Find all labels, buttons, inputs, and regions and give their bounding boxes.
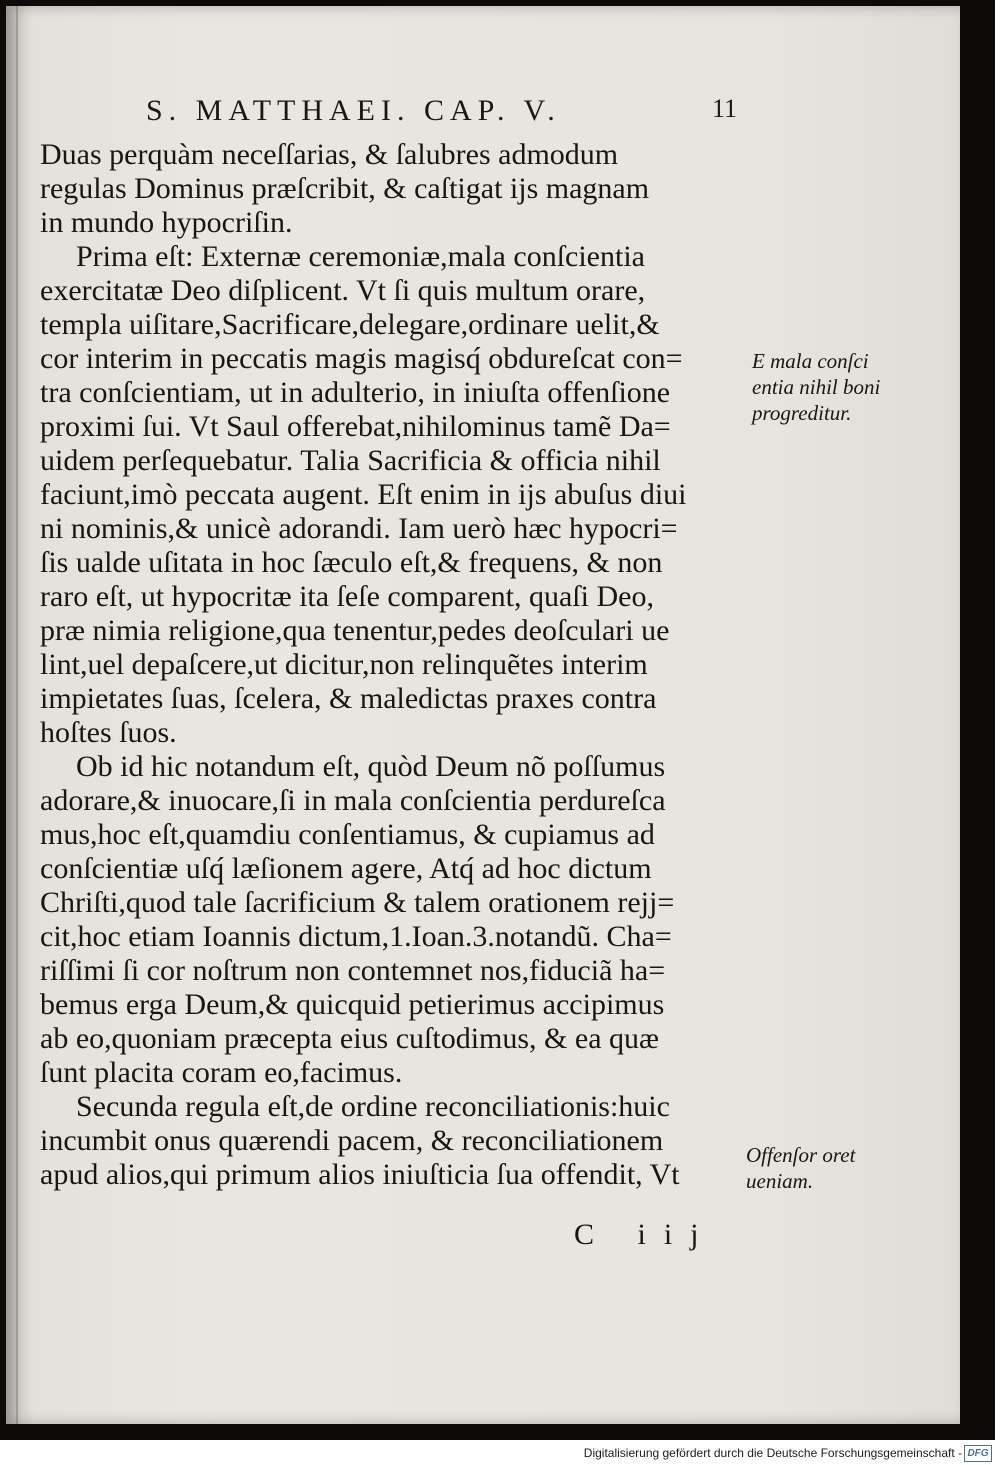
- marginal-note-1: [752, 348, 880, 426]
- text-line: hoſtes ſuos.: [40, 716, 177, 749]
- marginal-note-2: [746, 1142, 855, 1194]
- marginal-note-line: ueniam.: [746, 1169, 814, 1193]
- text-line: Duas perquàm neceſſarias, & ſalubres admodum: [40, 138, 619, 171]
- footer-bar: [0, 1443, 1000, 1465]
- text-line: Secunda regula eſt,de ordine reconciliationis:huic: [76, 1090, 670, 1123]
- text-line: tra conſcientiam, ut in adulterio, in iniuſta offenſione: [40, 376, 671, 409]
- page-header: [146, 94, 746, 134]
- dfg-logo: DFG: [964, 1445, 992, 1462]
- marginal-note-line: progreditur.: [752, 401, 852, 425]
- text-line: templa uiſitare,Sacrificare,delegare,ordinare uelit,&: [40, 308, 660, 341]
- text-line: ni nominis,& unicè adorandi. Iam uerò hæc hypocri=: [40, 512, 678, 545]
- text-line: cit,hoc etiam Ioannis dictum,1.Ioan.3.notandũ. Cha=: [40, 920, 672, 953]
- text-line: præ nimia religione,qua tenentur,pedes deoſculari ue: [40, 614, 670, 647]
- text-line: ſis ualde uſitata in hoc ſæculo eſt,& frequens, & non: [40, 546, 663, 579]
- body-text: [40, 138, 746, 1192]
- text-line: impietates ſuas, ſcelera, & maledictas praxes contra: [40, 682, 657, 715]
- book-page: [6, 6, 960, 1424]
- gutter-edge: [16, 6, 18, 1424]
- marginal-note-line: Offenſor oret: [746, 1143, 856, 1167]
- folio-number: 11: [712, 94, 738, 123]
- text-line: Ob id hic notandum eſt, quòd Deum nõ poſſumus: [76, 750, 666, 783]
- text-line: proximi ſui. Vt Saul offerebat,nihilominus tamẽ Da=: [40, 410, 671, 443]
- marginal-note-line: E mala conſci: [752, 349, 869, 373]
- text-line: riſſimi ſi cor noſtrum non contemnet nos,fiduciã ha=: [40, 954, 666, 987]
- text-line: exercitatæ Deo diſplicent. Vt ſi quis multum orare,: [40, 274, 646, 307]
- text-line: raro eſt, ut hypocritæ ita ſeſe comparent, quaſi Deo,: [40, 580, 654, 613]
- text-line: adorare,& inuocare,ſi in mala conſcientia perdureſca: [40, 784, 666, 817]
- running-title: S. MATTHAEI. CAP. V.: [146, 94, 561, 127]
- text-line: lint,uel depaſcere,ut dicitur,non relinquẽtes interim: [40, 648, 648, 681]
- signature-mark: C iij: [574, 1218, 717, 1251]
- text-line: mus,hoc eſt,quamdiu conſentiamus, & cupiamus ad: [40, 818, 655, 851]
- text-line: in mundo hypocriſin.: [40, 206, 293, 239]
- text-line: ab eo,quoniam præcepta eius cuſtodimus, & ea quæ: [40, 1022, 660, 1055]
- text-line: Prima eſt: Externæ ceremoniæ,mala conſcientia: [76, 240, 645, 273]
- funding-notice: Digitalisierung gefördert durch die Deutsche Forschungsgemeinschaft -: [583, 1446, 962, 1460]
- text-line: faciunt,imò peccata augent. Eſt enim in ijs abuſus diui: [40, 478, 687, 511]
- text-line: uidem perſequebatur. Talia Sacrificia & officia nihil: [40, 444, 661, 477]
- text-line: regulas Dominus præſcribit, & caſtigat ijs magnam: [40, 172, 650, 205]
- text-line: cor interim in peccatis magis magisq́ obdureſcat con=: [40, 342, 683, 375]
- text-line: apud alios,qui primum alios iniuſticia ſua offendit, Vt: [40, 1158, 680, 1191]
- marginal-note-line: entia nihil boni: [752, 375, 881, 399]
- text-line: bemus erga Deum,& quicquid petierimus accipimus: [40, 988, 665, 1021]
- text-line: conſcientiæ uſq́ læſionem agere, Atq́ ad hoc dictum: [40, 852, 652, 885]
- text-line: Chriſti,quod tale ſacrificium & talem orationem rejj=: [40, 886, 675, 919]
- text-line: incumbit onus quærendi pacem, & reconciliationem: [40, 1124, 664, 1157]
- text-line: ſunt placita coram eo,facimus.: [40, 1056, 403, 1089]
